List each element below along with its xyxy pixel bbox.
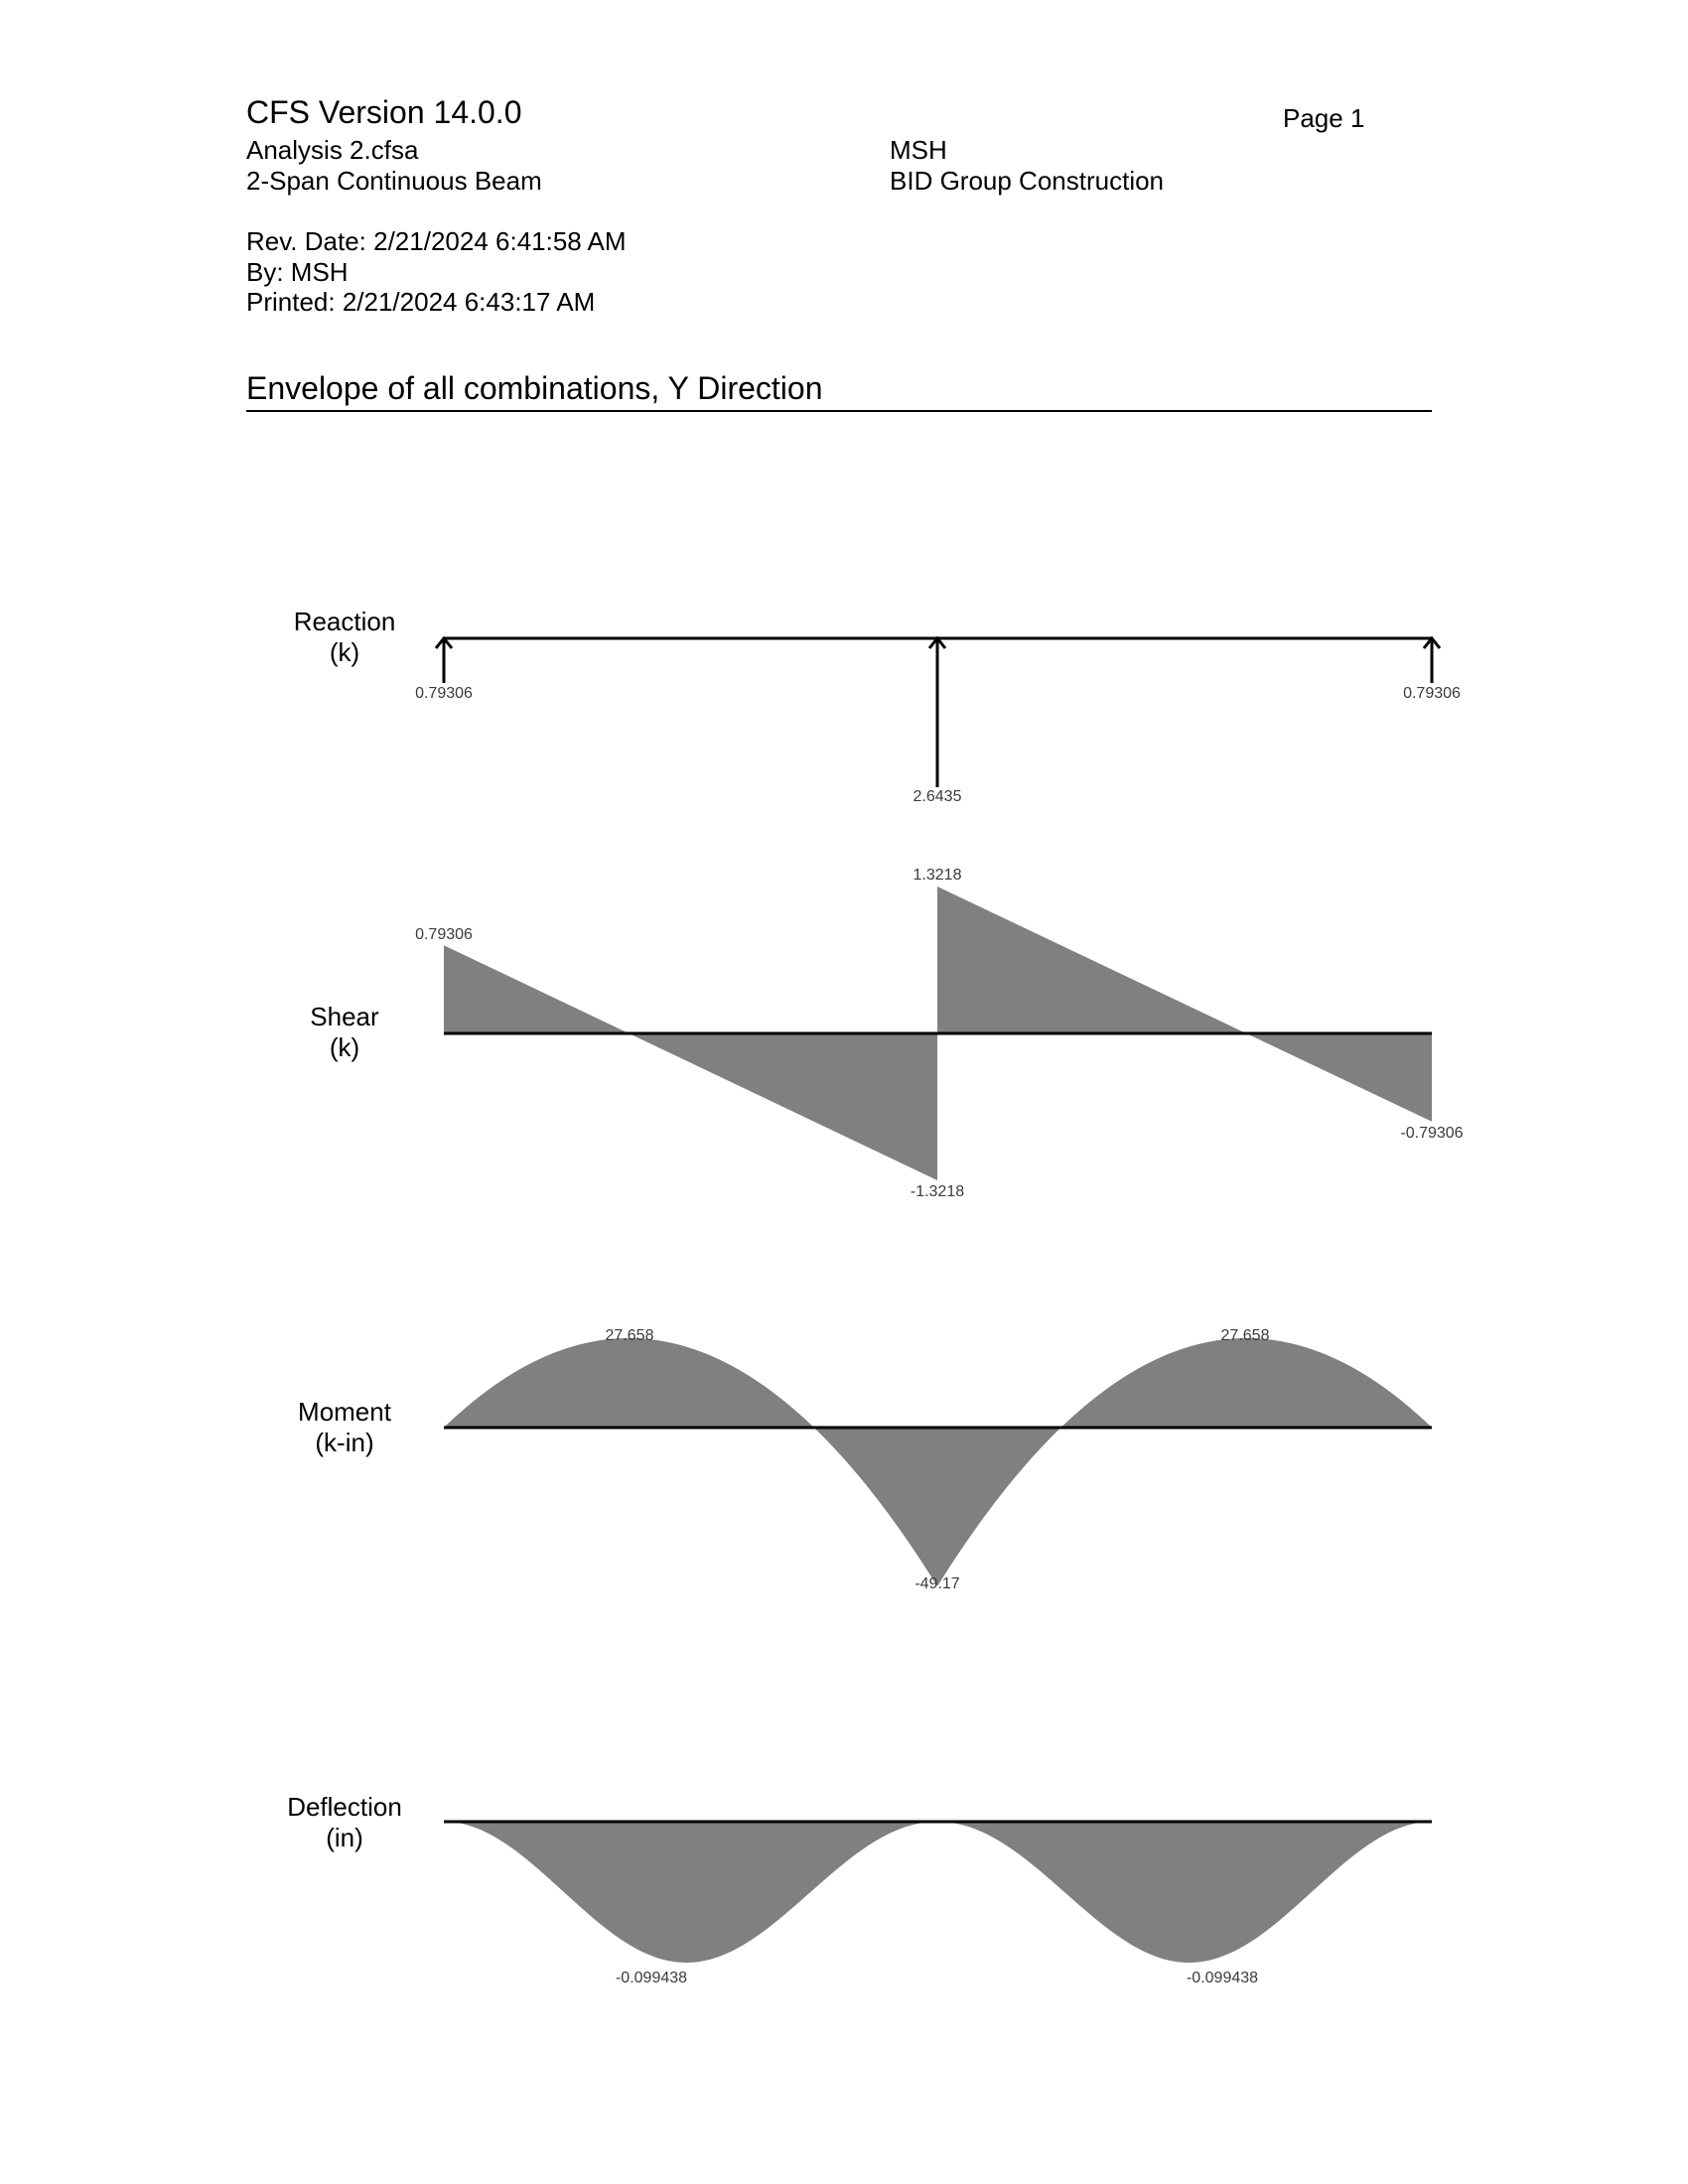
page-number: Page 1 bbox=[1283, 103, 1365, 133]
moment-diagram bbox=[444, 1327, 1432, 1592]
deflection-diagram bbox=[444, 1822, 1432, 1986]
deflection-span2-max-value: -0.099438 bbox=[1186, 1970, 1259, 1986]
moment-area bbox=[444, 1338, 1432, 1586]
shear-area-span1 bbox=[444, 945, 937, 1180]
deflection-label-title: Deflection bbox=[287, 1792, 402, 1822]
rev-date: Rev. Date: 2/21/2024 6:41:58 AM bbox=[246, 226, 627, 256]
section-title: Envelope of all combinations, Y Direction bbox=[246, 370, 823, 406]
moment-span2-max-value: 27.658 bbox=[1220, 1327, 1270, 1344]
reaction-right-value: 0.79306 bbox=[1403, 685, 1461, 702]
reaction-diagram bbox=[415, 638, 1461, 805]
moment-label-title: Moment bbox=[298, 1397, 391, 1427]
company-name: BID Group Construction bbox=[890, 166, 1165, 196]
shear-label-title: Shear bbox=[310, 1002, 379, 1031]
file-name: Analysis 2.cfsa bbox=[246, 135, 419, 165]
shear-span2-end-value: -0.79306 bbox=[1400, 1125, 1464, 1142]
model-description: 2-Span Continuous Beam bbox=[246, 166, 542, 196]
user-name: MSH bbox=[890, 135, 947, 165]
shear-diagram bbox=[415, 867, 1464, 1200]
author: By: MSH bbox=[246, 257, 349, 287]
printed-date: Printed: 2/21/2024 6:43:17 AM bbox=[246, 287, 596, 317]
reaction-left-value: 0.79306 bbox=[415, 685, 473, 702]
moment-label-unit: (k-in) bbox=[315, 1428, 374, 1457]
deflection-label-unit: (in) bbox=[326, 1823, 363, 1852]
deflection-span1-max-value: -0.099438 bbox=[615, 1970, 688, 1986]
moment-support-min-value: -49.17 bbox=[914, 1575, 960, 1592]
shear-span1-end-value: -1.3218 bbox=[910, 1183, 965, 1200]
shear-span2-start-value: 1.3218 bbox=[913, 867, 962, 884]
program-version: CFS Version 14.0.0 bbox=[246, 94, 522, 130]
shear-area-span2 bbox=[937, 887, 1432, 1122]
reaction-label-unit: (k) bbox=[329, 637, 360, 667]
shear-label-unit: (k) bbox=[329, 1032, 360, 1062]
shear-span1-start-value: 0.79306 bbox=[415, 926, 473, 943]
reaction-middle-value: 2.6435 bbox=[913, 788, 962, 805]
reaction-label-title: Reaction bbox=[293, 607, 396, 636]
deflection-area bbox=[444, 1822, 1432, 1963]
moment-span1-max-value: 27.658 bbox=[605, 1327, 654, 1344]
